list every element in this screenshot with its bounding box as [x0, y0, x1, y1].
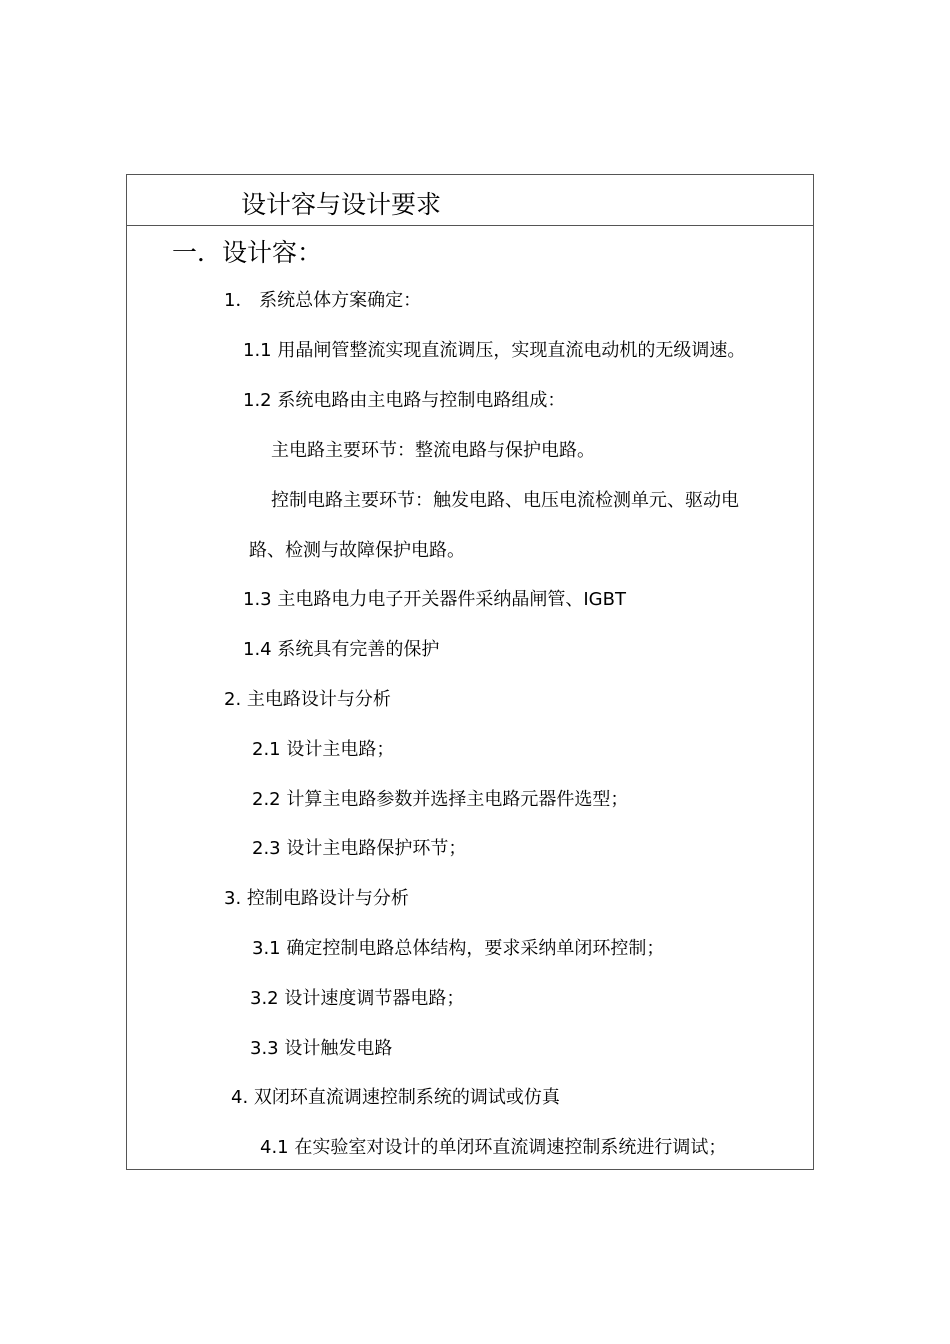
design-content-table	[126, 174, 814, 1170]
content-line: 3.2 设计速度调节器电路；	[250, 988, 465, 1009]
content-line: 4.1 在实验室对设计的单闭环直流调速控制系统进行调试；	[260, 1137, 727, 1158]
content-line: 2.2 计算主电路参数并选择主电路元器件选型；	[252, 789, 629, 810]
content-line: 2.1 设计主电路；	[252, 739, 395, 760]
content-line: 1.4 系统具有完善的保护	[243, 639, 440, 660]
content-line: 1． 系统总体方案确定：	[224, 290, 422, 311]
content-line: 2.3 设计主电路保护环节；	[252, 838, 467, 859]
content-line: 1.3 主电路电力电子开关器件采纳晶闸管、IGBT	[243, 589, 626, 610]
content-line: 路、检测与故障保护电路。	[249, 540, 465, 561]
content-line: 3. 控制电路设计与分析	[224, 888, 409, 909]
section-title: 一．设计容：	[172, 238, 323, 267]
content-line: 2. 主电路设计与分析	[224, 689, 391, 710]
table-title: 设计容与设计要求	[241, 190, 442, 219]
content-line: 3.1 确定控制电路总体结构，要求采纳单闭环控制；	[252, 938, 665, 959]
content-line: 4. 双闭环直流调速控制系统的调试或仿真	[231, 1087, 560, 1108]
content-line: 控制电路主要环节：触发电路、电压电流检测单元、驱动电	[271, 490, 739, 511]
content-line: 3.3 设计触发电路	[250, 1038, 393, 1059]
content-line: 主电路主要环节：整流电路与保护电路。	[271, 440, 595, 461]
content-line: 1.1 用晶闸管整流实现直流调压，实现直流电动机的无级调速。	[243, 340, 746, 361]
content-line: 1.2 系统电路由主电路与控制电路组成：	[243, 390, 566, 411]
table-header-row	[127, 175, 813, 226]
